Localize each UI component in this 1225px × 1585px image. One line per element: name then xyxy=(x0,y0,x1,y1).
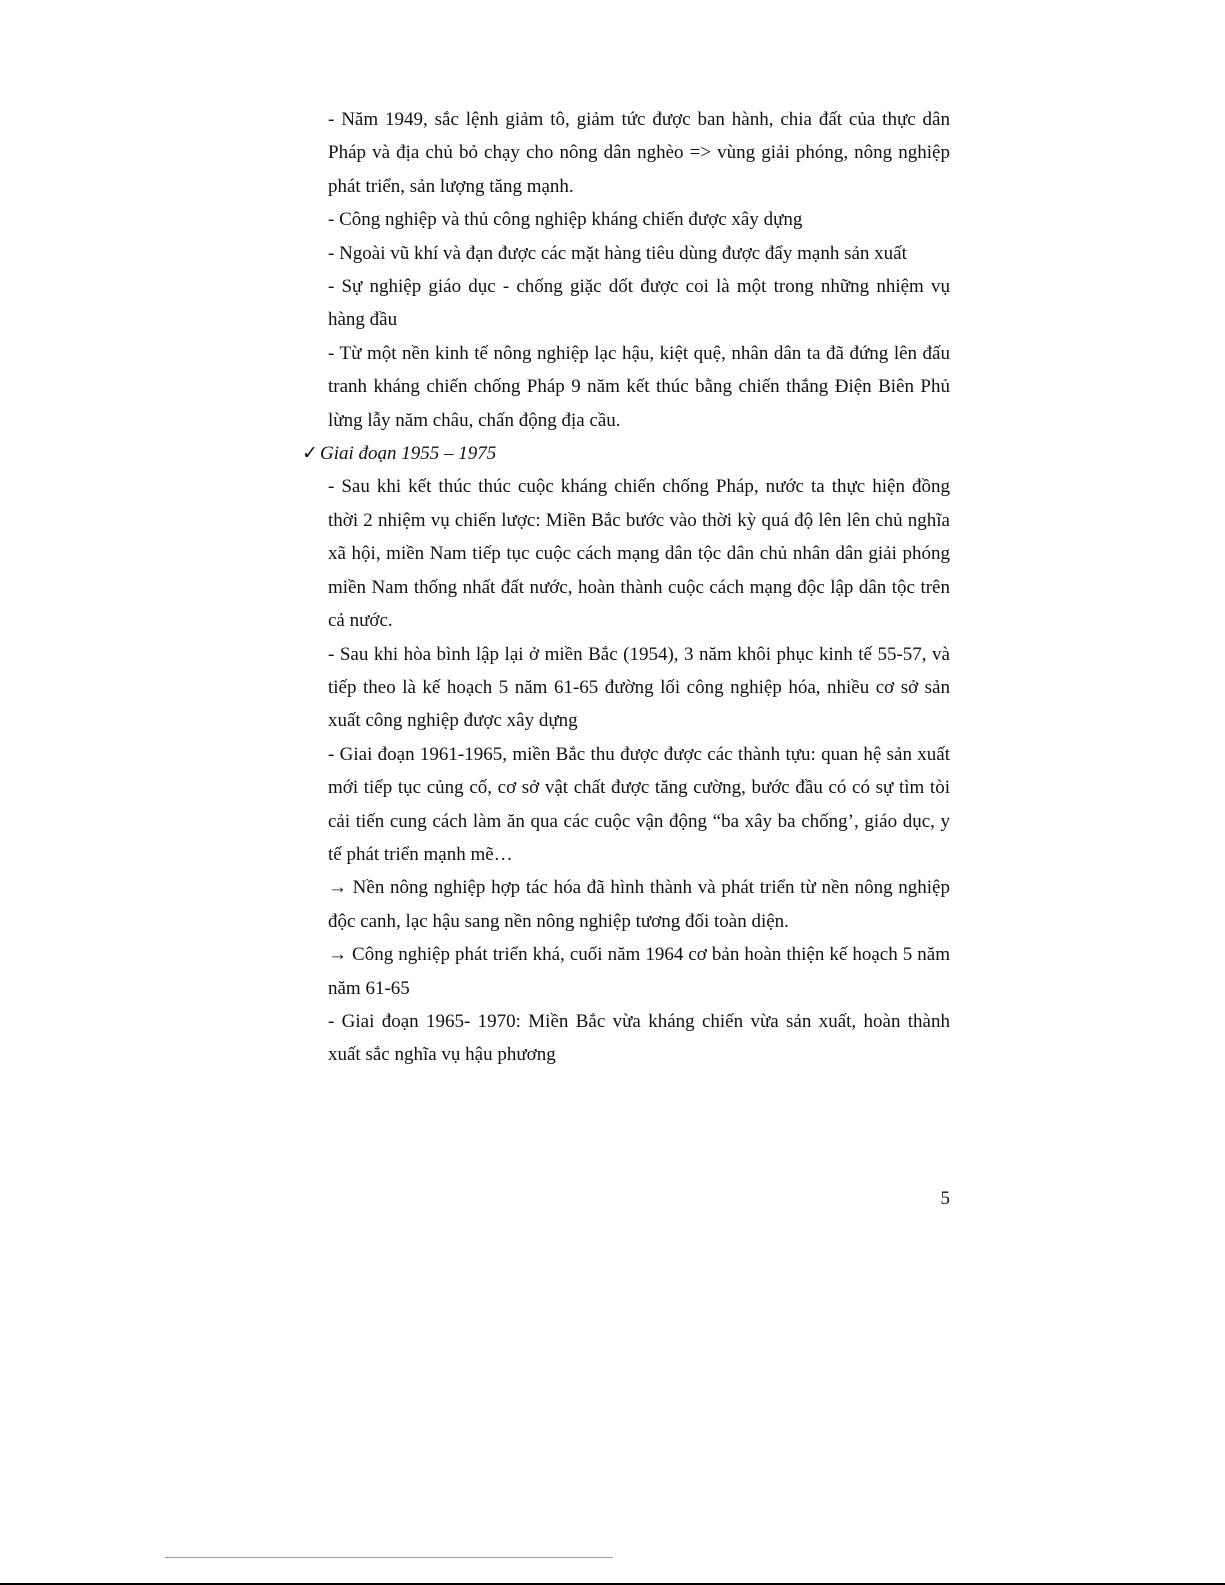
arrow-paragraph: → Công nghiệp phát triển khá, cuối năm 1964 cơ bản hoàn thiện kế hoạch 5 năm năm 61-65 xyxy=(328,944,950,999)
body-paragraph: - Từ một nền kinh tế nông nghiệp lạc hậu, kiệt quệ, nhân dân ta đã đứng lên đấu tranh kháng chiến chống Pháp 9 năm kết thúc bằng chiến thắng Điện Biên Phủ lừng lẫy năm châu, chấn động địa cầu. xyxy=(328,342,950,431)
body-paragraph: - Giai đoạn 1965- 1970: Miền Bắc vừa kháng chiến vừa sản xuất, hoàn thành xuất sắc nghĩa vụ hậu phương xyxy=(328,1010,950,1066)
page-body xyxy=(302,103,950,1072)
body-paragraph: - Sau khi hòa bình lập lại ở miền Bắc (1954), 3 năm khôi phục kinh tế 55-57, và tiếp theo là kế hoạch 5 năm 61-65 đường lối công nghiệp hóa, nhiều cơ sở sản xuất công nghiệp được xây dựng xyxy=(328,643,950,732)
page-number: 5 xyxy=(940,1188,950,1209)
body-paragraph: - Năm 1949, sắc lệnh giảm tô, giảm tức được ban hành, chia đất của thực dân Pháp và địa chủ bỏ chạy cho nông dân nghèo => vùng giải phóng, nông nghiệp phát triển, sản lượng tăng mạnh. xyxy=(328,109,950,197)
body-paragraph: - Công nghiệp và thủ công nghiệp kháng chiến được xây dựng xyxy=(328,209,803,231)
body-paragraph: - Sau khi kết thúc thúc cuộc kháng chiến chống Pháp, nước ta thực hiện đồng thời 2 nhiệm vụ chiến lược: Miền Bắc bước vào thời kỳ quá độ lên lên chủ nghĩa xã hội, miền Nam tiếp tục cuộc cách mạng dân tộc dân chủ nhân dân giải phóng miền Nam thống nhất đất nước, hoàn thành cuộc cách mạng độc lập dân tộc trên cả nước. xyxy=(328,476,950,632)
footnote-separator xyxy=(165,1557,613,1558)
checkmark-icon: ✓ xyxy=(302,443,318,465)
arrow-paragraph: → Nền nông nghiệp hợp tác hóa đã hình thành và phát triển từ nền nông nghiệp độc canh, lạc hậu sang nền nông nghiệp tương đối toàn diện. xyxy=(328,877,950,932)
body-paragraph: - Sự nghiệp giáo dục - chống giặc dốt được coi là một trong những nhiệm vụ hàng đầu xyxy=(328,276,950,331)
section-heading xyxy=(302,437,924,470)
section-heading-text: Giai đoạn 1955 – 1975 xyxy=(320,443,497,465)
body-paragraph: - Giai đoạn 1961-1965, miền Bắc thu được được các thành tựu: quan hệ sản xuất mới tiếp tục củng cố, cơ sở vật chất được tăng cường, bước đầu có có sự tìm tòi cải tiến cung cách làm ăn qua các cuộc vận động “ba xây ba chống’, giáo dục, y tế phát triển mạnh mẽ… xyxy=(328,743,950,865)
body-paragraph: - Ngoài vũ khí và đạn được các mặt hàng tiêu dùng được đẩy mạnh sản xuất xyxy=(328,242,907,264)
